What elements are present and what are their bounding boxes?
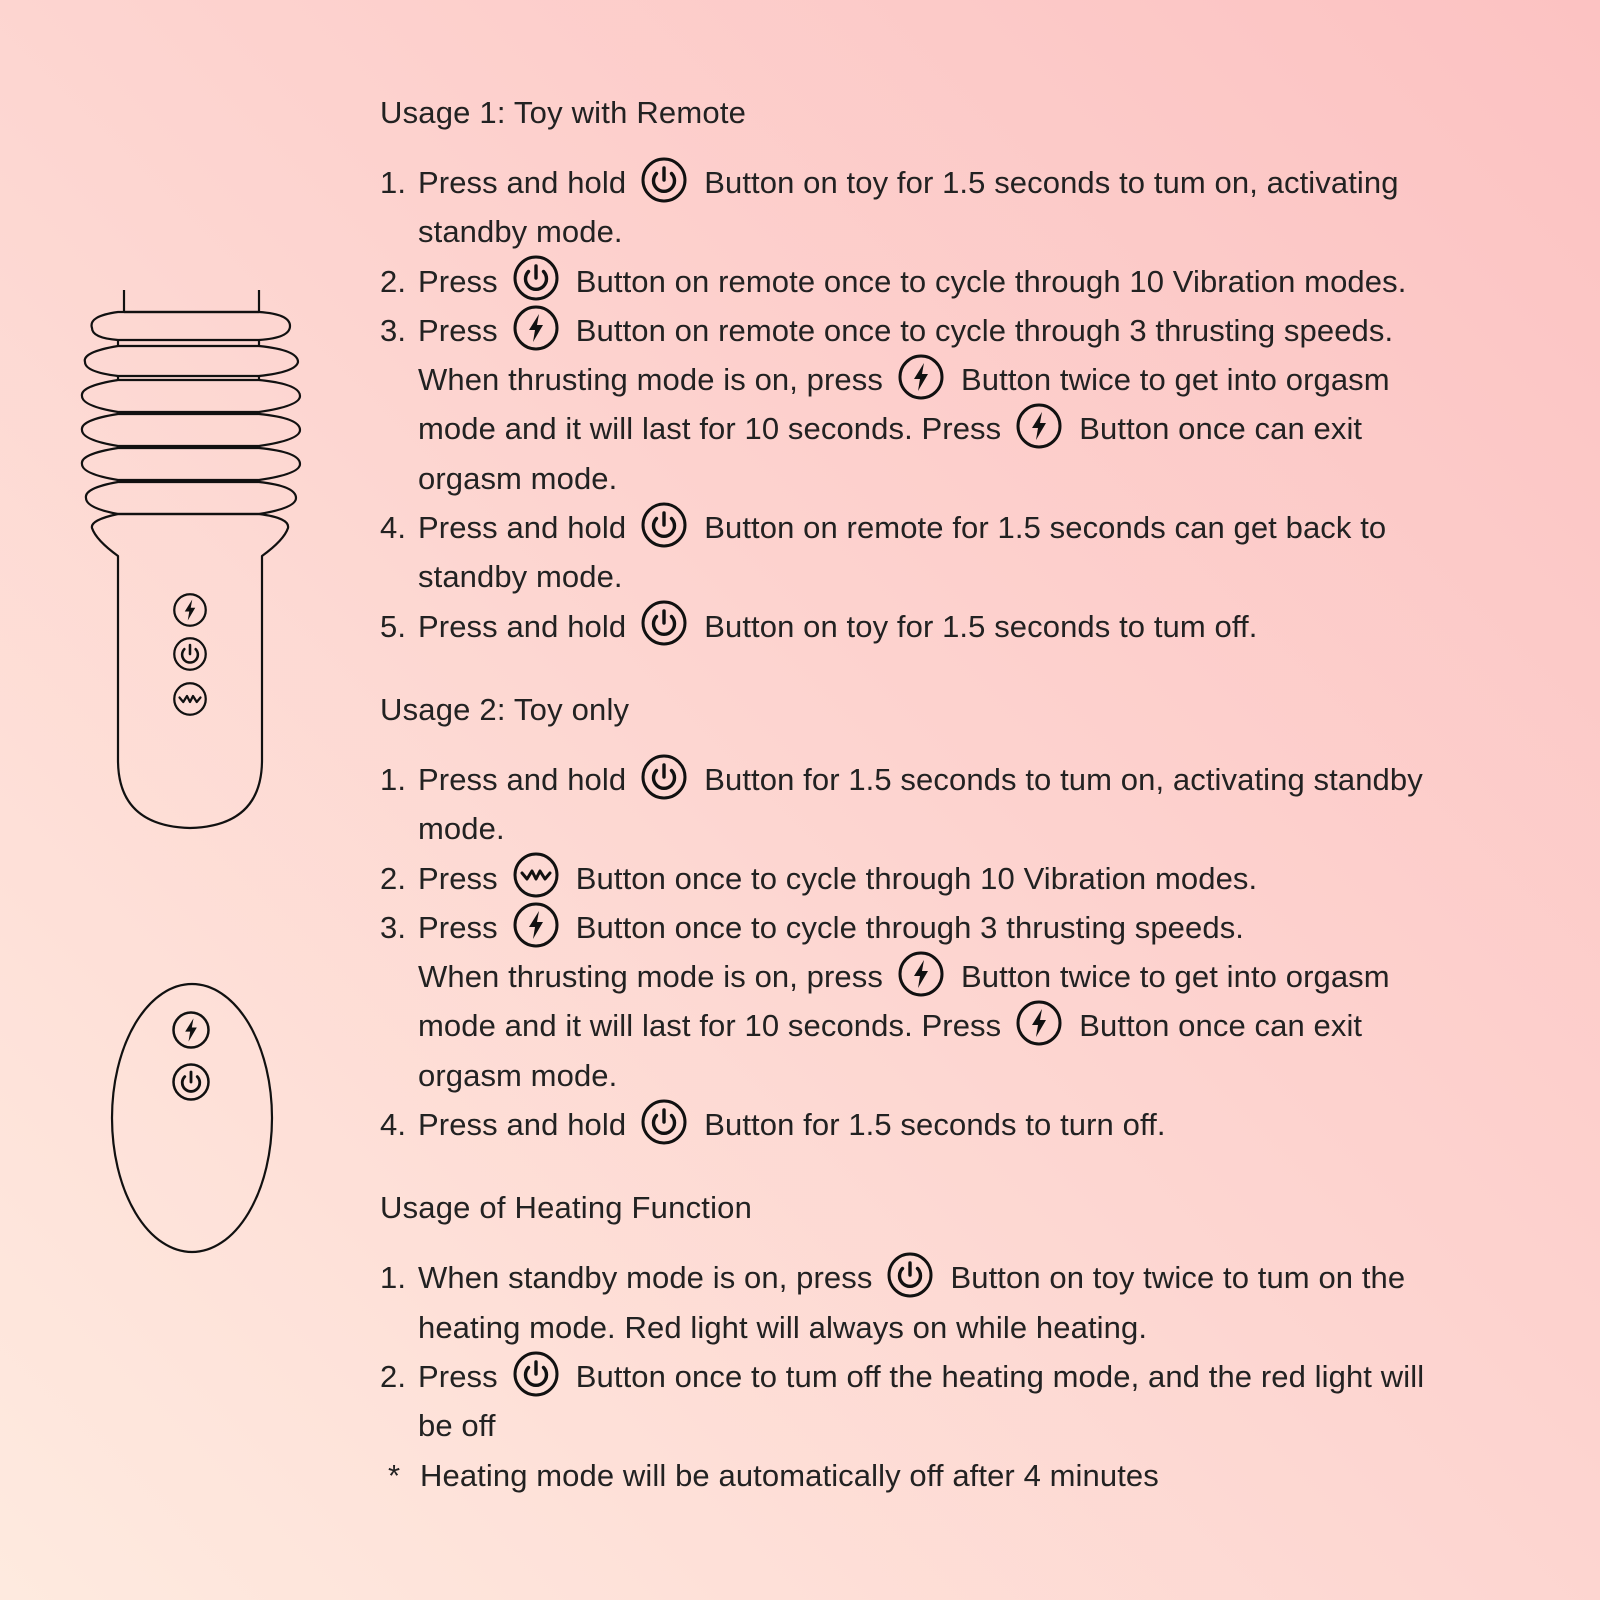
vibration-icon	[512, 851, 560, 899]
toy-drawing	[82, 290, 300, 828]
list-item: 2. Press Button once to tum off the heating mode, and the red light will be off	[380, 1352, 1580, 1451]
usage-1-heading: Usage 1: Toy with Remote	[380, 95, 747, 130]
list-item: 1. Press and hold Button on toy for 1.5 seconds to tum on, activating standby mode.	[380, 158, 1580, 257]
power-icon	[640, 501, 688, 549]
lightning-icon	[512, 901, 560, 949]
list-item: 4. Press and hold Button on remote for 1.5 seconds can get back to standby mode.	[380, 503, 1580, 602]
list-item: 3. Press Button on remote once to cycle through 3 thrusting speeds. When thrusting mode is on, press Button twice to get into orgasm mode and it will last for 10 seconds. Press Button once can exit orgasm mode.	[380, 306, 1580, 503]
power-icon	[886, 1251, 934, 1299]
power-icon	[640, 156, 688, 204]
power-icon	[640, 1098, 688, 1146]
list-item: 1. Press and hold Button for 1.5 seconds to tum on, activating standby mode.	[380, 755, 1580, 854]
list-item: 2. Press Button on remote once to cycle through 10 Vibration modes.	[380, 257, 1580, 306]
heating-section	[380, 1183, 1580, 1499]
power-icon	[512, 254, 560, 302]
list-item: 3. Press Button once to cycle through 3 thrusting speeds. When thrusting mode is on, press Button twice to get into orgasm mode and it will last for 10 seconds. Press Button once can exit orgasm mode.	[380, 903, 1580, 1100]
usage-2-heading: Usage 2: Toy only	[380, 691, 630, 727]
toy-power-icon	[174, 638, 206, 670]
usage-1-steps	[380, 158, 1580, 651]
footnote: * Heating mode will be automatically off after 4 minutes	[388, 1457, 1159, 1493]
heating-heading: Usage of Heating Function	[380, 1190, 753, 1226]
usage-2-steps	[380, 755, 1580, 1149]
list-item: 2. Press Button once to cycle through 10 Vibration modes.	[380, 854, 1580, 903]
instructions	[380, 88, 1580, 1500]
lightning-icon	[897, 353, 945, 401]
heating-steps	[380, 1253, 1580, 1499]
usage-1-section	[380, 88, 1580, 651]
lightning-icon	[1015, 402, 1063, 450]
toy-lightning-icon	[174, 594, 206, 626]
list-item: 5. Press and hold Button on toy for 1.5 seconds to tum off.	[380, 602, 1580, 651]
power-icon	[640, 753, 688, 801]
lightning-icon	[1015, 999, 1063, 1047]
remote-lightning-icon	[174, 1013, 209, 1048]
remote-power-icon	[174, 1065, 209, 1100]
list-item: 4. Press and hold Button for 1.5 seconds to turn off.	[380, 1100, 1580, 1149]
power-icon	[640, 599, 688, 647]
toy-vibration-icon	[174, 683, 206, 715]
product-illustrations	[0, 0, 380, 1600]
list-item: 1. When standby mode is on, press Button on toy twice to tum on the heating mode. Red light will always on while heating.	[380, 1253, 1580, 1352]
usage-2-section	[380, 685, 1580, 1149]
lightning-icon	[512, 304, 560, 352]
power-icon	[512, 1350, 560, 1398]
lightning-icon	[897, 950, 945, 998]
